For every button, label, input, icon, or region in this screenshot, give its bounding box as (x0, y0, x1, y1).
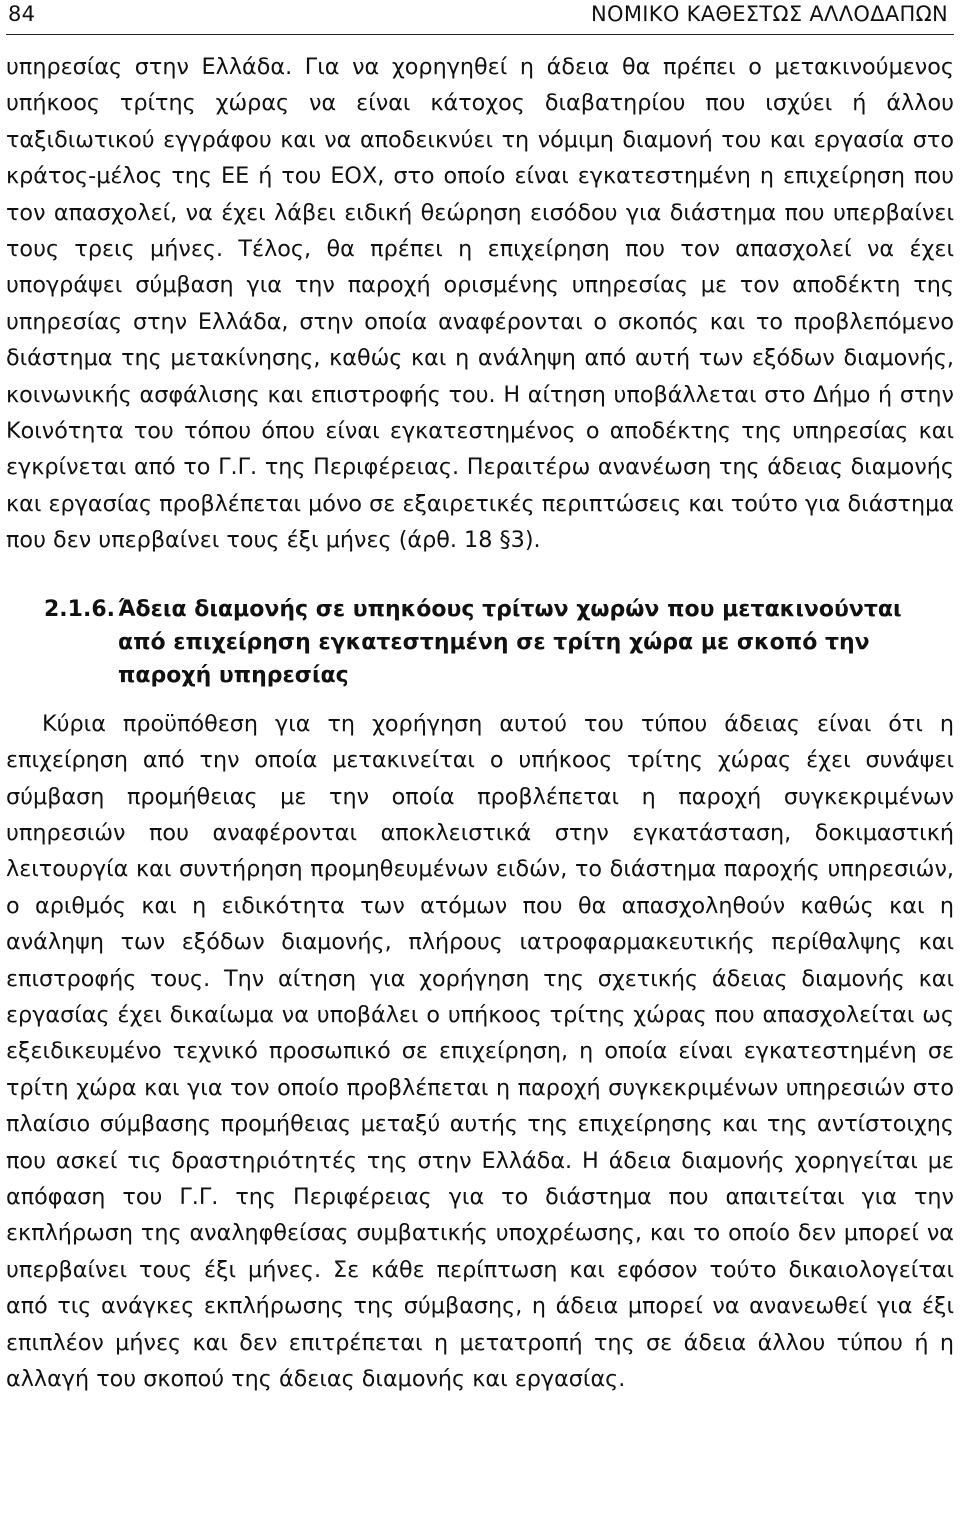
section-paragraph: Κύρια προϋπόθεση για τη χορήγηση αυτού του τύπου άδειας είναι ότι η επιχείρηση από την οποία μετακινείται ο υπήκοος τρίτης χώρας έχει συνάψει σύμβαση προμήθειας με την οποία προβλέπεται η παροχή συγκεκριμένων υπηρεσιών που αναφέρονται αποκλειστικά στην εγκατάσταση, δοκιμαστική λειτουργία και συντήρηση προμηθευμένων ειδών, το διάστημα παροχής υπηρεσιών, ο αριθμός και η ειδικότητα των ατόμων που θα απασχοληθούν καθώς και η ανάληψη των εξόδων διαμονής, πλήρους ιατροφαρμακευτικής περίθαλψης και επιστροφής τους. Την αίτηση για χορήγηση της σχετικής άδειας διαμονής και εργασίας έχει δικαίωμα να υποβάλει ο υπήκοος τρίτης χώρας που απασχολείται ως εξειδικευμένο τεχνικό προσωπικό σε επιχείρηση, η οποία είναι εγκατεστημένη σε τρίτη χώρα και για τον οποίο προβλέπεται η παροχή συγκεκριμένων υπηρεσιών στο πλαίσιο σύμβασης προμήθειας μεταξύ αυτής της επιχείρησης και της αντίστοιχης που ασκεί τις δραστηριότητές της στην Ελλάδα. Η άδεια διαμονής χορηγείται με απόφαση του Γ.Γ. της Περιφέρειας για το διάστημα που απαιτείται για την εκπλήρωση της αναληφθείσας συμβατικής υποχρέωσης, και το οποίο δεν μπορεί να υπερβαίνει τους έξι μήνες. Σε κάθε περίπτωση και εφόσον τούτο δικαιολογείται από τις ανάγκες εκπλήρωσης της σύμβασης, η άδεια μπορεί να ανανεωθεί για έξι επιπλέον μήνες και δεν επιτρέπεται η μετατροπή της σε άδεια άλλου τύπου ή η αλλαγή του σκοπού της άδειας διαμονής και εργασίας. (6, 710, 954, 1392)
page-number: 84 (8, 2, 36, 26)
running-header (6, 0, 954, 35)
section-number: 2.1.6. (44, 596, 115, 622)
running-header-title: ΝΟΜΙΚΟ ΚΑΘΕΣΤΩΣ ΑΛΛΟΔΑΠΩΝ (591, 2, 948, 26)
section-title: Άδεια διαμονής σε υπηκόους τρίτων χωρών που μετακινούνται από επιχείρηση εγκατεστημένη σε τρίτη χώρα με σκοπό την παροχή υπηρεσίας (118, 596, 902, 688)
paragraph-continued: υπηρεσίας στην Ελλάδα. Για να χορηγηθεί η άδεια θα πρέπει ο μετακινούμενος υπήκοος τρίτης χώρας να είναι κάτοχος διαβατηρίου που ισχύει ή άλλου ταξιδιωτικού εγγράφου και να αποδεικνύει τη νόμιμη διαμονή του και εργασία στο κράτος-μέλος της ΕΕ ή του ΕΟΧ, στο οποίο είναι εγκατεστημένη η επιχείρηση που τον απασχολεί, να έχει λάβει ειδική θεώρηση εισόδου για διάστημα που υπερβαίνει τους τρεις μήνες. Τέλος, θα πρέπει η επιχείρηση που τον απασχολεί να έχει υπογράψει σύμβαση για την παροχή ορισμένης υπηρεσίας με τον αποδέκτη της υπηρεσίας στην Ελλάδα, στην οποία αναφέρονται ο σκοπός και το προβλεπόμενο διάστημα της μετακίνησης, καθώς και η ανάληψη από αυτή των εξόδων διαμονής, κοινωνικής ασφάλισης και επιστροφής του. Η αίτηση υποβάλλεται στο Δήμο ή στην Κοινότητα του τόπου όπου είναι εγκατεστημένος ο αποδέκτης της υπηρεσίας και εγκρίνεται από το Γ.Γ. της Περιφέρειας. Περαιτέρω ανανέωση της άδειας διαμονής και εργασίας προβλέπεται μόνο σε εξαιρετικές περιπτώσεις και τούτο για διάστημα που δεν υπερβαίνει τους έξι μήνες (άρθ. 18 §3). (6, 54, 954, 554)
section-heading (6, 593, 954, 692)
